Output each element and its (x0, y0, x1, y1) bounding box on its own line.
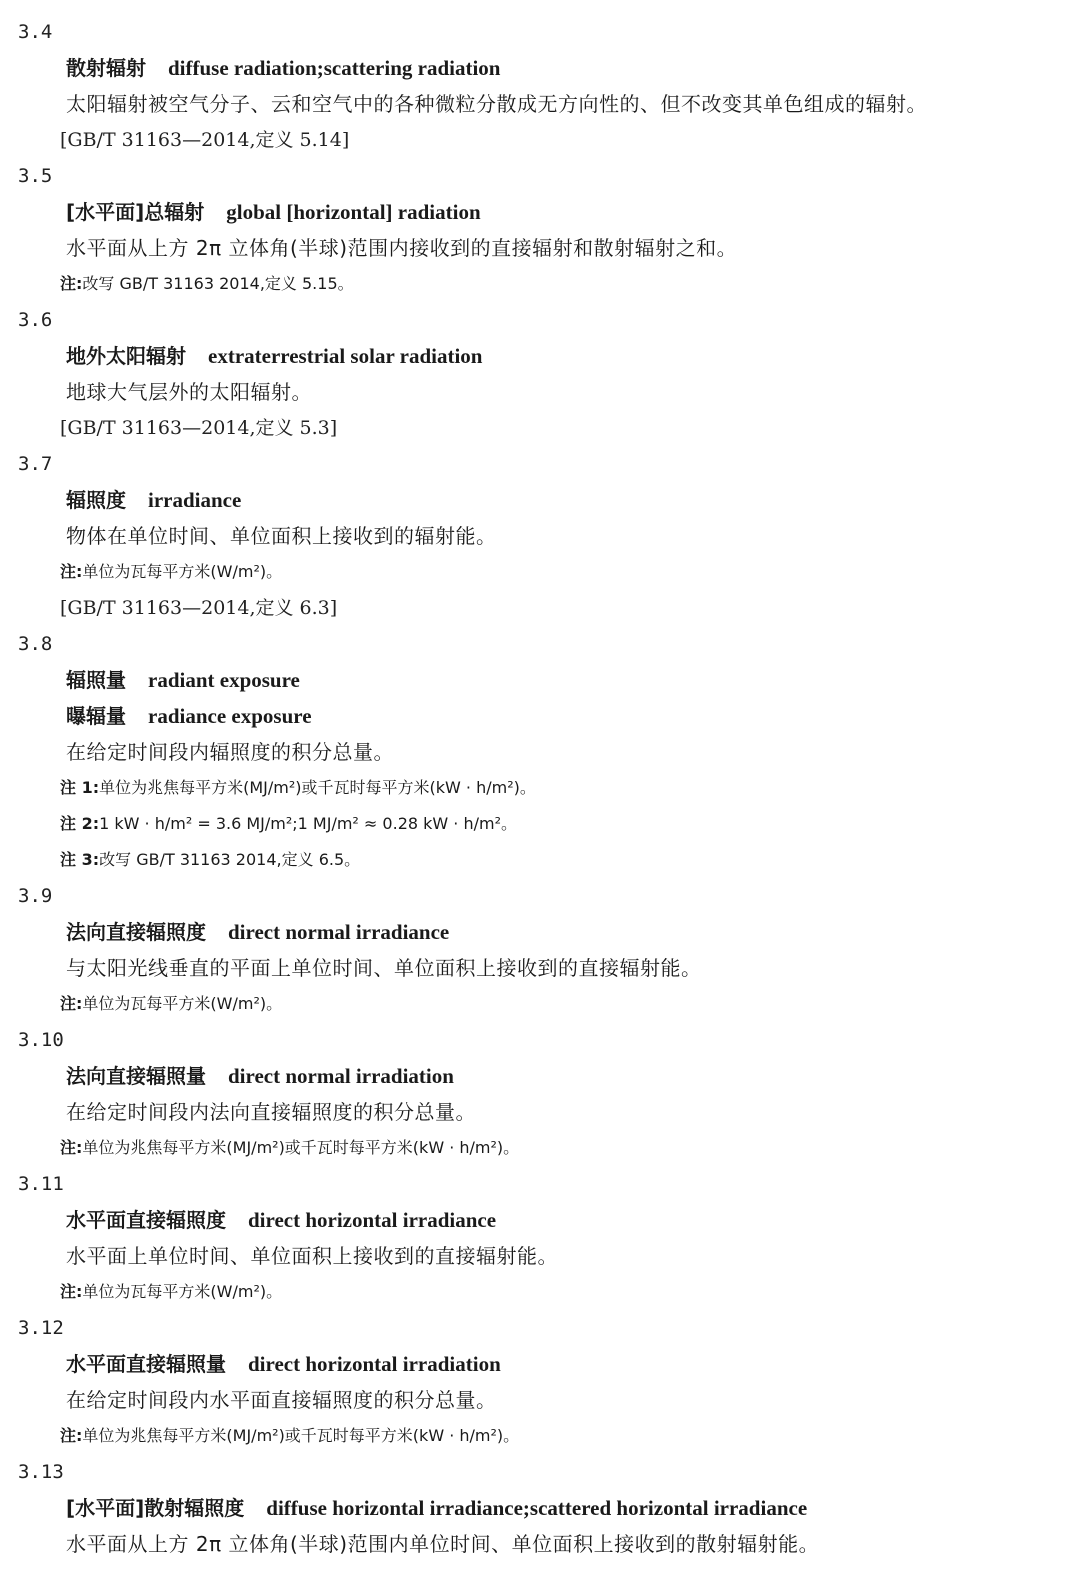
term-heading (0, 914, 1080, 950)
note-label: 注 2: (60, 814, 100, 833)
note-text: 单位为兆焦每平方米(MJ/m²)或千瓦时每平方米(kW · h/m²)。 (99, 778, 536, 797)
term-entry (0, 1310, 1080, 1454)
entry-number: 3.10 (18, 1029, 64, 1051)
entry-number: 3.12 (18, 1317, 64, 1339)
note-text: 单位为兆焦每平方米(MJ/m²)或千瓦时每平方米(kW · h/m²)。 (82, 1138, 520, 1157)
entry-number: 3.7 (18, 453, 53, 475)
term-entry (0, 158, 1080, 302)
note-line (0, 1274, 1080, 1310)
term-chinese: 辐照度 (66, 488, 126, 512)
note-label: 注 1: (60, 778, 100, 797)
note-line (0, 266, 1080, 302)
term-heading (0, 1202, 1080, 1238)
term-entry (0, 1166, 1080, 1310)
note-label: 注: (60, 1282, 83, 1301)
entry-number: 3.8 (18, 633, 53, 655)
note-text: 改写 GB/T 31163 2014,定义 5.15。 (82, 274, 354, 293)
term-entry (0, 626, 1080, 878)
term-entry (0, 302, 1080, 446)
term-english: global [horizontal] radiation (226, 200, 481, 224)
source-reference: [GB/T 31163—2014,定义 5.14] (60, 129, 350, 151)
term-heading (0, 194, 1080, 230)
term-entry (0, 1454, 1080, 1562)
term-heading (0, 50, 1080, 86)
note-label: 注: (60, 274, 83, 293)
note-line (0, 842, 1080, 878)
term-heading (0, 482, 1080, 518)
definition-text: 在给定时间段内辐照度的积分总量。 (66, 740, 394, 764)
term-heading (0, 698, 1080, 734)
source-reference: [GB/T 31163—2014,定义 6.3] (60, 597, 338, 619)
term-english: radiance exposure (148, 704, 312, 728)
term-english: direct horizontal irradiance (248, 1208, 497, 1232)
note-label: 注: (60, 562, 83, 581)
term-heading (0, 1058, 1080, 1094)
term-heading (0, 1490, 1080, 1526)
term-chinese: [水平面]散射辐照度 (66, 1496, 245, 1520)
definition-text: 地球大气层外的太阳辐射。 (66, 380, 312, 404)
entry-number: 3.4 (18, 21, 53, 43)
term-chinese: 法向直接辐照度 (66, 920, 206, 944)
term-heading (0, 662, 1080, 698)
entry-number: 3.11 (18, 1173, 64, 1195)
definition-text: 水平面上单位时间、单位面积上接收到的直接辐射能。 (66, 1244, 558, 1268)
term-entry (0, 1022, 1080, 1166)
definition-text: 水平面从上方 2π 立体角(半球)范围内单位时间、单位面积上接收到的散射辐射能。 (66, 1532, 820, 1556)
term-chinese: 地外太阳辐射 (66, 344, 186, 368)
source-reference: [GB/T 31163—2014,定义 5.3] (60, 417, 338, 439)
entry-number: 3.13 (18, 1461, 64, 1483)
term-entry (0, 878, 1080, 1022)
note-text: 单位为兆焦每平方米(MJ/m²)或千瓦时每平方米(kW · h/m²)。 (82, 1426, 520, 1445)
note-text: 1 kW · h/m² = 3.6 MJ/m²;1 MJ/m² ≈ 0.28 kW · h/m²。 (99, 814, 518, 833)
note-text: 单位为瓦每平方米(W/m²)。 (82, 994, 283, 1013)
entry-number: 3.9 (18, 885, 53, 907)
note-line (0, 1418, 1080, 1454)
definition-text: 在给定时间段内水平面直接辐照度的积分总量。 (66, 1388, 497, 1412)
entry-number: 3.6 (18, 309, 53, 331)
term-chinese: 散射辐射 (66, 56, 146, 80)
term-english: direct normal irradiance (228, 920, 450, 944)
term-chinese: 水平面直接辐照量 (66, 1352, 226, 1376)
definition-text: 物体在单位时间、单位面积上接收到的辐射能。 (66, 524, 497, 548)
note-label: 注 3: (60, 850, 100, 869)
note-label: 注: (60, 1138, 83, 1157)
definition-text: 在给定时间段内法向直接辐照度的积分总量。 (66, 1100, 476, 1124)
term-english: direct normal irradiation (228, 1064, 454, 1088)
definition-text: 太阳辐射被空气分子、云和空气中的各种微粒分散成无方向性的、但不改变其单色组成的辐射。 (66, 92, 927, 116)
term-english: diffuse radiation;scattering radiation (168, 56, 501, 80)
term-english: irradiance (148, 488, 242, 512)
term-entry (0, 446, 1080, 626)
note-line (0, 986, 1080, 1022)
term-entry (0, 14, 1080, 158)
term-heading (0, 338, 1080, 374)
note-line (0, 1130, 1080, 1166)
note-line (0, 554, 1080, 590)
term-heading (0, 1346, 1080, 1382)
term-chinese: 辐照量 (66, 668, 126, 692)
term-chinese: 曝辐量 (66, 704, 126, 728)
note-text: 单位为瓦每平方米(W/m²)。 (82, 1282, 283, 1301)
term-chinese: 水平面直接辐照度 (66, 1208, 226, 1232)
term-chinese: 法向直接辐照量 (66, 1064, 206, 1088)
note-line (0, 806, 1080, 842)
note-text: 改写 GB/T 31163 2014,定义 6.5。 (99, 850, 361, 869)
note-label: 注: (60, 994, 83, 1013)
term-english: extraterrestrial solar radiation (208, 344, 483, 368)
entry-number: 3.5 (18, 165, 53, 187)
definition-text: 水平面从上方 2π 立体角(半球)范围内接收到的直接辐射和散射辐射之和。 (66, 236, 738, 260)
note-text: 单位为瓦每平方米(W/m²)。 (82, 562, 283, 581)
term-english: radiant exposure (148, 668, 300, 692)
note-label: 注: (60, 1426, 83, 1445)
term-chinese: [水平面]总辐射 (66, 200, 205, 224)
note-line (0, 770, 1080, 806)
term-english: direct horizontal irradiation (248, 1352, 501, 1376)
definition-text: 与太阳光线垂直的平面上单位时间、单位面积上接收到的直接辐射能。 (66, 956, 702, 980)
term-english: diffuse horizontal irradiance;scattered horizontal irradiance (266, 1496, 808, 1520)
